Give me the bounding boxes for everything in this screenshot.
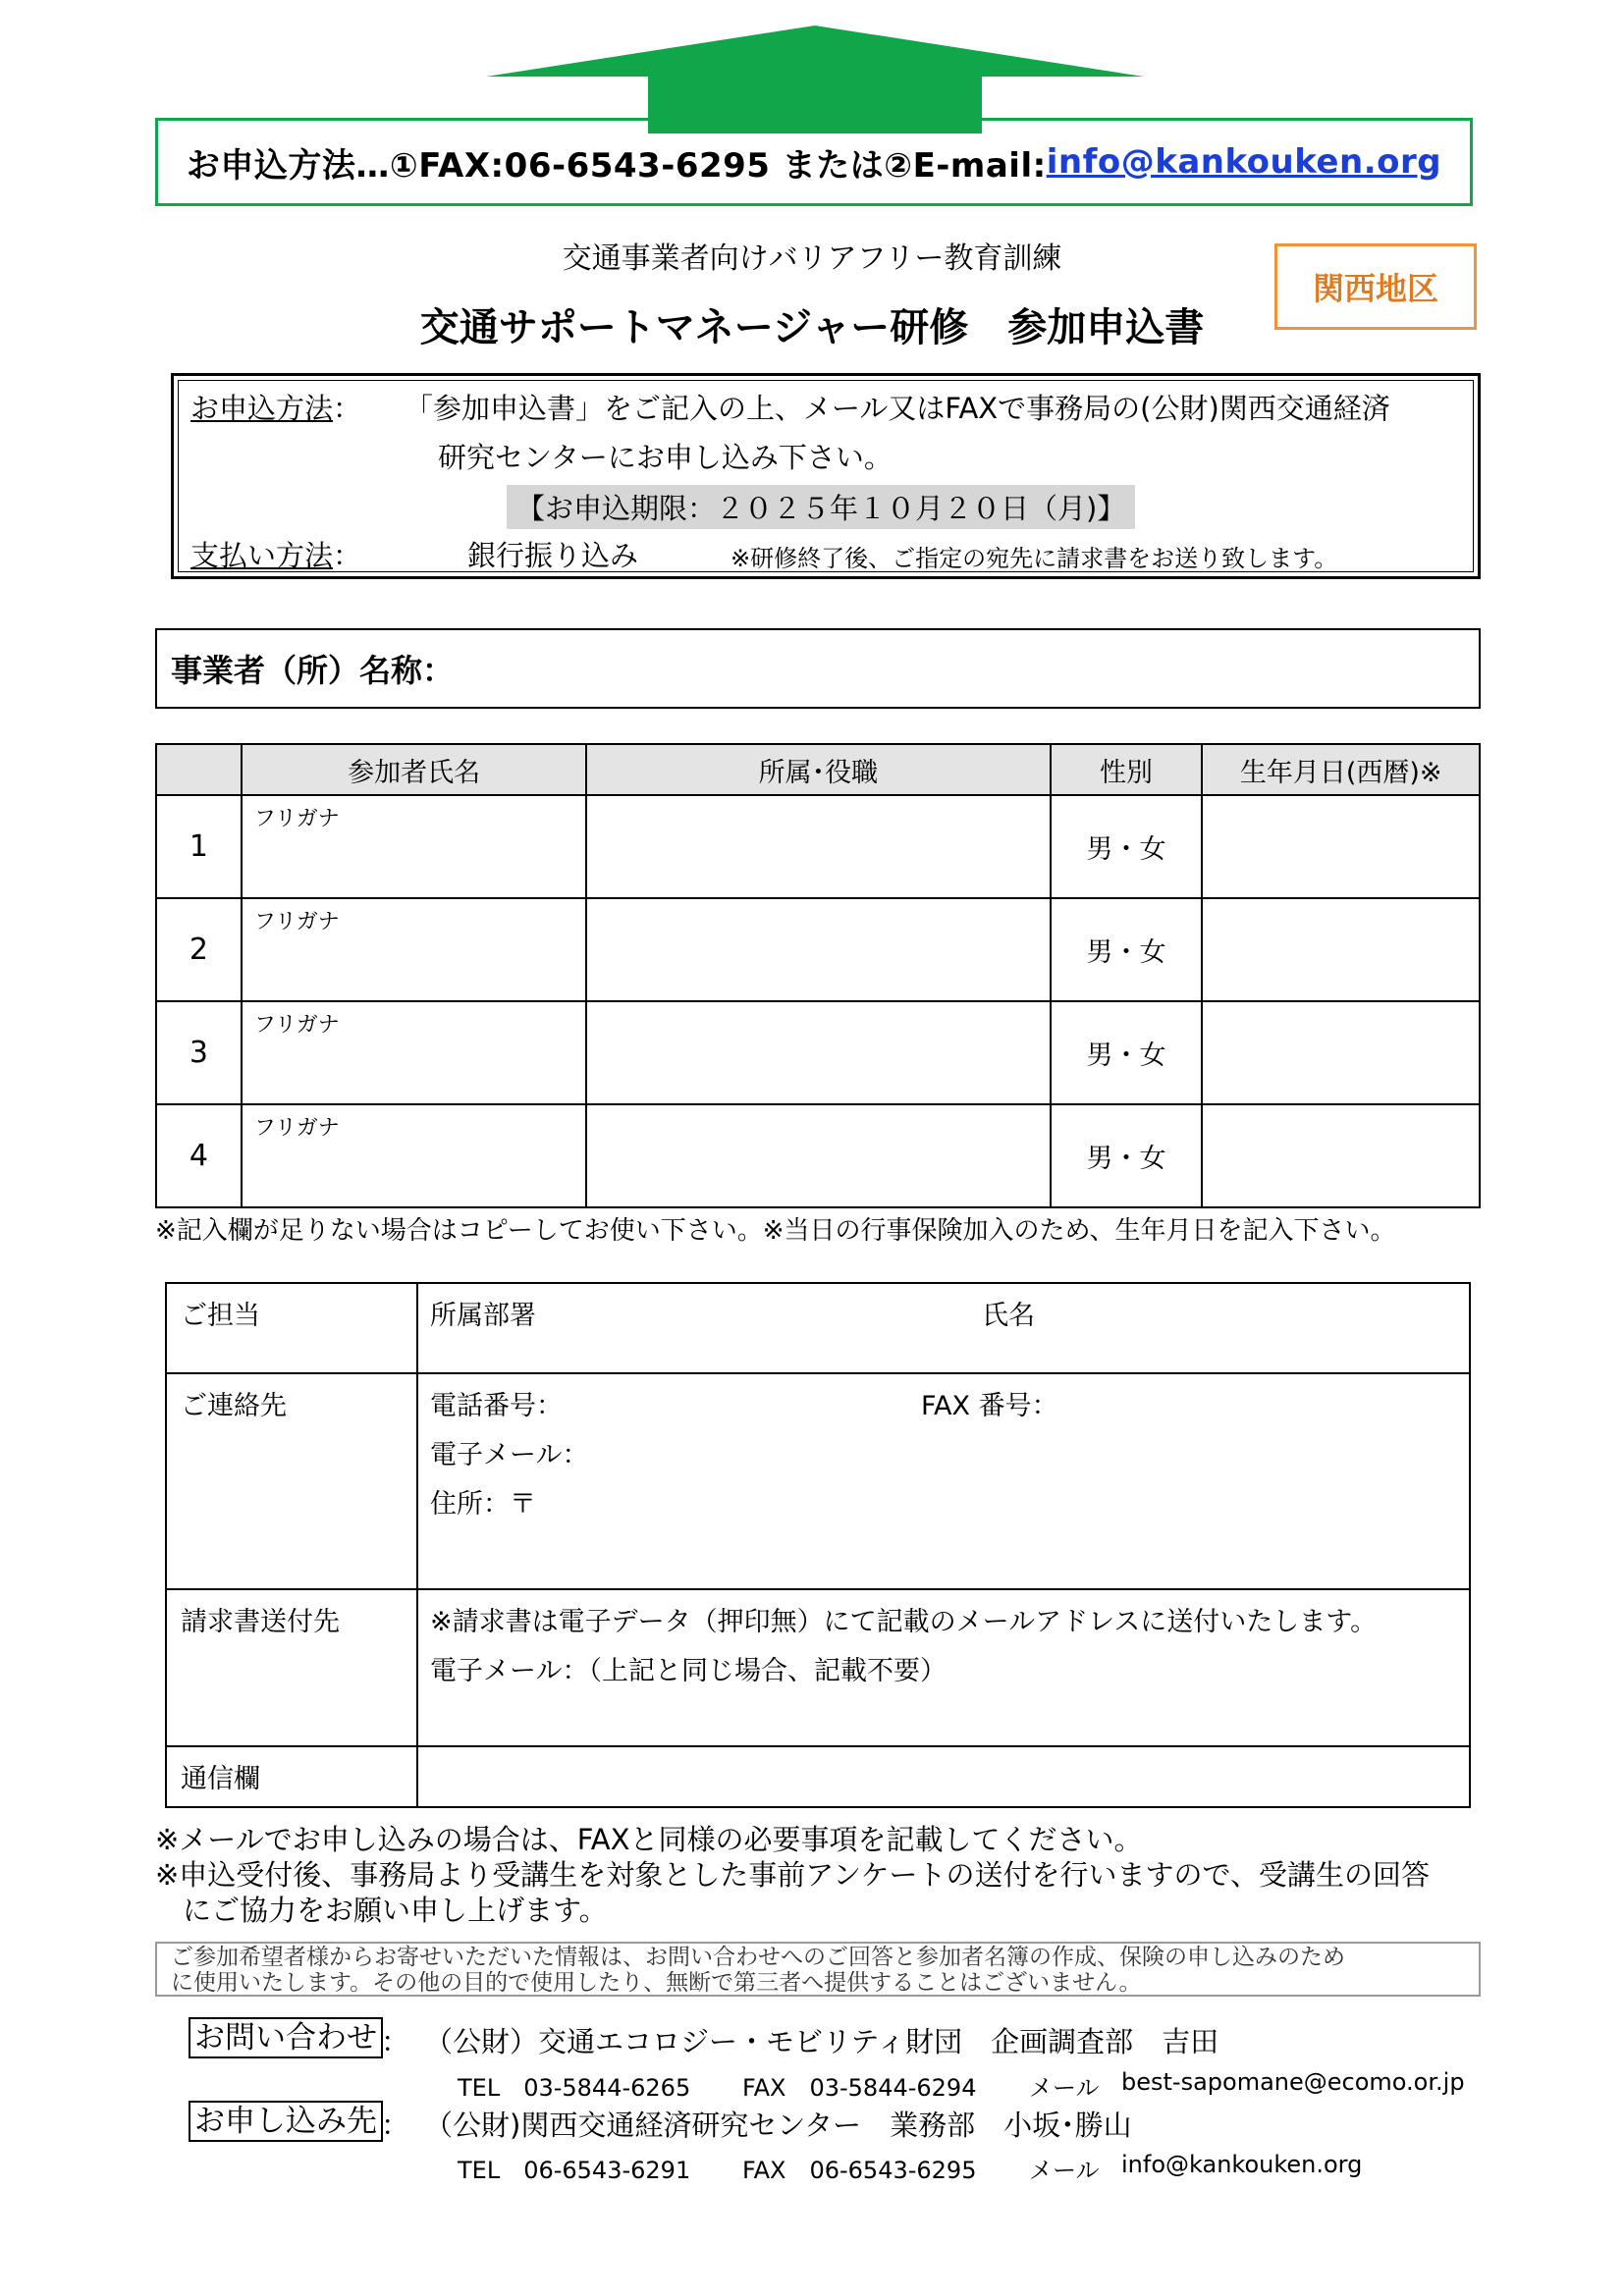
furigana-label: フリガナ <box>253 807 340 831</box>
name-cell[interactable] <box>242 795 586 898</box>
subtitle: 交通事業者向けバリアフリー教育訓練 <box>562 241 1062 276</box>
privacy-notice <box>155 1942 1481 1997</box>
invoice-note: ※請求書は電子データ（押印無）にて記載のメールアドレスに送付いたします。 <box>430 1607 1378 1637</box>
application-method-box <box>155 118 1473 206</box>
apply-method-label: お申込方法 <box>190 392 334 425</box>
affiliation-cell[interactable] <box>586 1001 1050 1104</box>
inquiry-mail-link[interactable]: best-sapomane@ecomo.or.jp <box>1121 2068 1465 2096</box>
contact-label: ご連絡先 <box>166 1373 417 1589</box>
region-badge: 関西地区 <box>1274 243 1477 330</box>
company-name-label: 事業者（所）名称： <box>171 652 455 689</box>
mail-note-2: ※申込受付後、事務局より受講生を対象とした事前アンケートの送付を行いますので、受講生の回答 <box>155 1858 1430 1892</box>
table-row <box>156 795 1480 898</box>
gender-cell[interactable]: 男・女 <box>1051 1104 1203 1207</box>
table-row <box>156 1001 1480 1104</box>
invoice-email-label: 電子メール：（上記と同じ場合、記載不要） <box>430 1656 947 1686</box>
apply-text-1: 「参加申込書」をご記入の上、メール又はFAXで事務局の(公財)関西交通経済 <box>405 392 1390 425</box>
contact-row <box>166 1373 1470 1589</box>
inquiry-label: お問い合わせ <box>189 2017 383 2058</box>
header-birthdate: 生年月日(西暦)※ <box>1202 744 1480 795</box>
comm-field[interactable] <box>417 1746 1470 1807</box>
colon: ： <box>381 2025 410 2058</box>
furigana-label: フリガナ <box>253 1013 340 1038</box>
apply-to-org: （公財)関西交通経済研究センター 業務部 小坂･勝山 <box>424 2109 1132 2142</box>
method-text: お申込方法…①FAX:06-6543-6295 または②E-mail: <box>186 145 1047 186</box>
address-label: 住所：〒 <box>430 1489 536 1520</box>
apply-to-fax: FAX 06-6543-6295 <box>742 2157 977 2184</box>
row-number: 2 <box>156 898 242 1001</box>
info-box <box>171 373 1481 579</box>
invoice-label: 請求書送付先 <box>166 1589 417 1746</box>
table-row <box>156 898 1480 1001</box>
header-number <box>156 744 242 795</box>
header-gender: 性別 <box>1051 744 1203 795</box>
gender-cell[interactable]: 男・女 <box>1051 795 1203 898</box>
invoice-row <box>166 1589 1470 1746</box>
participants-table <box>155 743 1481 1208</box>
name-cell[interactable] <box>242 1104 586 1207</box>
person-label: ご担当 <box>166 1283 417 1373</box>
apply-to-mail-label: メール <box>1029 2157 1100 2184</box>
mail-note-3: にご協力をお願い申し上げます。 <box>183 1894 608 1927</box>
name-cell[interactable] <box>242 898 586 1001</box>
mail-note-1: ※メールでお申し込みの場合は、FAXと同様の必要事項を記載してください。 <box>155 1823 1143 1856</box>
row-number: 4 <box>156 1104 242 1207</box>
company-name-field[interactable] <box>155 628 1481 709</box>
payment-note: ※研修終了後、ご指定の宛先に請求書をお送り致します。 <box>731 545 1338 572</box>
mail-notes <box>155 1822 1430 1928</box>
phone-label: 電話番号： <box>430 1391 563 1421</box>
birthdate-cell[interactable] <box>1202 1104 1480 1207</box>
affiliation-cell[interactable] <box>586 898 1050 1001</box>
inquiry-fax: FAX 03-5844-6294 <box>742 2074 977 2102</box>
apply-to-label: お申し込み先 <box>189 2101 383 2142</box>
email-label: 電子メール： <box>430 1440 589 1470</box>
birthdate-cell[interactable] <box>1202 1001 1480 1104</box>
gender-cell[interactable]: 男・女 <box>1051 1001 1203 1104</box>
gender-cell[interactable]: 男・女 <box>1051 898 1203 1001</box>
name-label: 氏名 <box>982 1301 1035 1331</box>
apply-to-mail-link[interactable]: info@kankouken.org <box>1121 2151 1363 2178</box>
affiliation-cell[interactable] <box>586 795 1050 898</box>
comm-label: 通信欄 <box>166 1746 417 1807</box>
dept-label: 所属部署 <box>430 1301 536 1331</box>
affiliation-cell[interactable] <box>586 1104 1050 1207</box>
furigana-label: フリガナ <box>253 1116 340 1141</box>
privacy-line-2: に使用いたします。その他の目的で使用したり、無断で第三者へ提供することはございません。 <box>171 1970 1142 1996</box>
person-field[interactable] <box>417 1283 1470 1373</box>
colon: ： <box>333 392 362 425</box>
contact-field[interactable] <box>417 1373 1470 1589</box>
inquiry-tel: TEL 03-5844-6265 <box>458 2074 691 2102</box>
birthdate-cell[interactable] <box>1202 795 1480 898</box>
header-name: 参加者氏名 <box>242 744 586 795</box>
comm-row <box>166 1746 1470 1807</box>
method-email-link[interactable]: info@kankouken.org <box>1046 142 1442 182</box>
contact-table <box>165 1282 1471 1808</box>
apply-to-tel: TEL 06-6543-6291 <box>458 2157 691 2184</box>
header-affiliation: 所属･役職 <box>586 744 1050 795</box>
table-row <box>156 1104 1480 1207</box>
payment-method-label: 支払い方法 <box>190 539 334 572</box>
row-number: 3 <box>156 1001 242 1104</box>
inquiry-org: （公財）交通エコロジー・モビリティ財団 企画調査部 吉田 <box>424 2025 1219 2058</box>
furigana-label: フリガナ <box>253 910 340 934</box>
colon: ： <box>333 539 362 572</box>
table-header-row <box>156 744 1480 795</box>
table-note: ※記入欄が足りない場合はコピーしてお使い下さい。※当日の行事保険加入のため、生年月日を記入下さい。 <box>155 1216 1396 1246</box>
colon: ： <box>381 2109 410 2142</box>
fax-label: FAX 番号： <box>921 1391 1058 1421</box>
payment-method: 銀行振り込み <box>467 539 639 572</box>
inquiry-mail-label: メール <box>1029 2074 1100 2102</box>
page-title: 交通サポートマネージャー研修 参加申込書 <box>419 305 1205 350</box>
deadline: 【お申込期限：２０２５年１０月２０日（月)】 <box>507 485 1135 529</box>
birthdate-cell[interactable] <box>1202 898 1480 1001</box>
invoice-field[interactable] <box>417 1589 1470 1746</box>
name-cell[interactable] <box>242 1001 586 1104</box>
person-row <box>166 1283 1470 1373</box>
apply-text-2: 研究センターにお申し込み下さい。 <box>438 441 893 474</box>
row-number: 1 <box>156 795 242 898</box>
privacy-line-1: ご参加希望者様からお寄せいただいた情報は、お問い合わせへのご回答と参加者名簿の作成、保険の申し込みのため <box>171 1945 1345 1970</box>
